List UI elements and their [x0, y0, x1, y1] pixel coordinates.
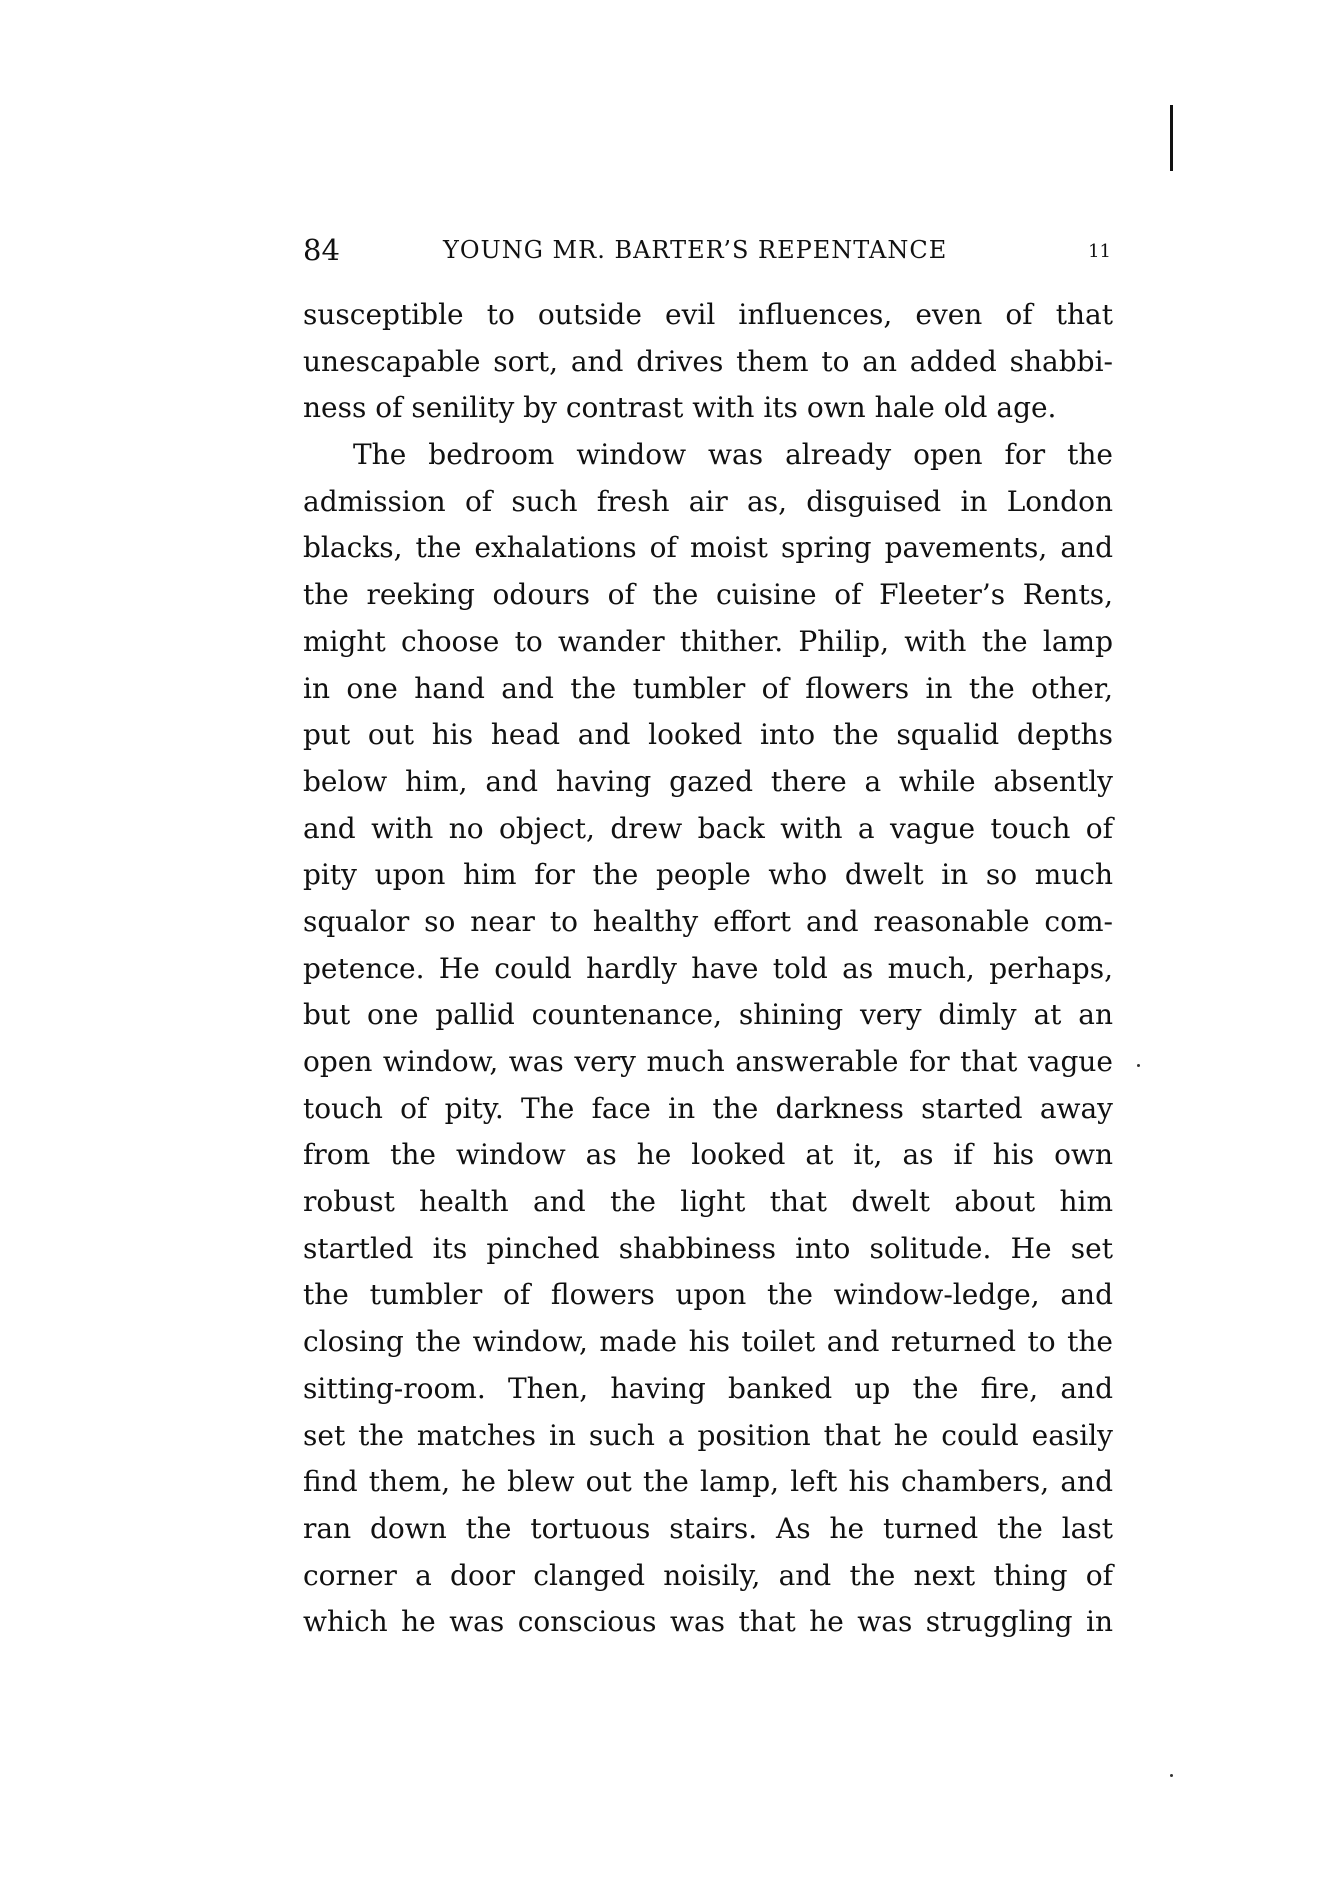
body-text: [303, 292, 1113, 1646]
text-line: the reeking odours of the cuisine of Fleeter’s Rents,: [303, 578, 1113, 612]
text-line: admission of such fresh air as, disguised in London: [303, 484, 1113, 518]
text-line: squalor so near to healthy effort and reasonable com-: [303, 904, 1113, 938]
text-line: closing the window, made his toilet and returned to the: [303, 1325, 1113, 1359]
text-line: ness of senility by contrast with its own hale old age.: [303, 391, 1057, 425]
text-line: which he was conscious was that he was struggling in: [303, 1605, 1113, 1639]
text-line: and with no object, drew back with a vague touch of: [303, 811, 1113, 845]
text-line: ran down the tortuous stairs. As he turned the last: [303, 1511, 1113, 1545]
signature-mark: 11: [1088, 241, 1111, 262]
text-line: in one hand and the tumbler of flowers in the other,: [303, 671, 1113, 705]
text-line: from the window as he looked at it, as if his own: [303, 1138, 1113, 1172]
text-line: unescapable sort, and drives them to an added shabbi-: [303, 344, 1113, 378]
text-line: set the matches in such a position that he could easily: [303, 1418, 1113, 1452]
text-line: sitting-room. Then, having banked up the fire, and: [303, 1371, 1113, 1405]
text-line: below him, and having gazed there a while absently: [303, 764, 1113, 798]
text-line: petence. He could hardly have told as much, perhaps,: [303, 951, 1113, 985]
text-line: startled its pinched shabbiness into solitude. He set: [303, 1231, 1113, 1265]
text-line: The bedroom window was already open for the: [353, 438, 1113, 472]
text-line: might choose to wander thither. Philip, with the lamp: [303, 624, 1113, 658]
text-line: robust health and the light that dwelt about him: [303, 1185, 1113, 1219]
text-line: open window, was very much answerable for that vague: [303, 1045, 1113, 1078]
text-line: blacks, the exhalations of moist spring pavements, and: [303, 531, 1113, 565]
page-number: 84: [303, 233, 340, 267]
scan-edge-mark: [1170, 105, 1173, 171]
text-line: put out his head and looked into the squalid depths: [303, 718, 1113, 752]
text-line: the tumbler of flowers upon the window-ledge, and: [303, 1278, 1113, 1312]
text-line: touch of pity. The face in the darkness started away: [303, 1091, 1113, 1125]
running-title: YOUNG MR. BARTER’S REPENTANCE: [443, 236, 948, 264]
text-line: susceptible to outside evil influences, even of that: [303, 298, 1113, 331]
scan-speck: [1170, 1774, 1173, 1777]
scan-speck: [1137, 1064, 1140, 1067]
running-header: [303, 228, 1111, 272]
text-line: but one pallid countenance, shining very dimly at an: [303, 998, 1113, 1032]
text-line: find them, he blew out the lamp, left his chambers, and: [303, 1465, 1113, 1499]
text-line: corner a door clanged noisily, and the next thing of: [303, 1558, 1113, 1592]
text-line: pity upon him for the people who dwelt in so much: [303, 858, 1113, 892]
